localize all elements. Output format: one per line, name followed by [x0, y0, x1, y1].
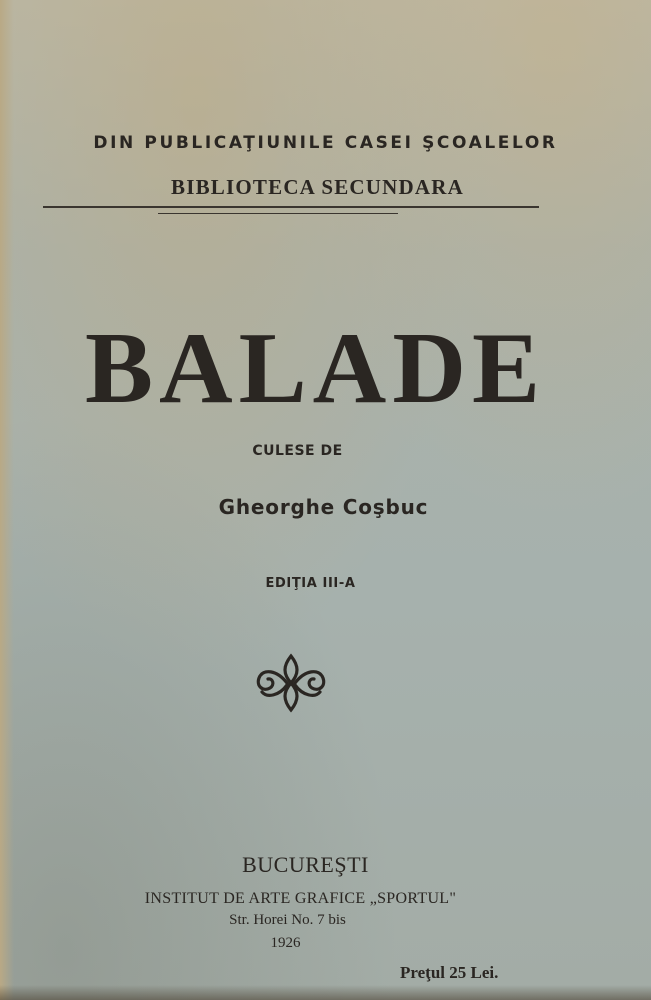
price-label: Preţul 25 Lei.	[400, 963, 499, 982]
header-rule	[43, 206, 539, 208]
worn-bottom-edge	[0, 985, 651, 1000]
publication-city: BUCUREŞTI	[242, 852, 369, 877]
edition-label: EDIŢIA III-A	[265, 576, 356, 591]
book-title: BALADE	[84, 312, 547, 425]
printer-name: INSTITUT DE ARTE GRAFICE „SPORTUL"	[144, 890, 457, 907]
header-subrule	[158, 213, 398, 214]
author-name: Gheorghe Coşbuc	[218, 495, 429, 519]
scroll-ornament-icon	[253, 652, 329, 714]
publication-year: 1926	[270, 935, 301, 951]
series-heading: DIN PUBLICAŢIUNILE CASEI ŞCOALELOR	[93, 133, 558, 153]
printer-address: Str. Horei No. 7 bis	[229, 912, 346, 928]
collection-heading: BIBLIOTECA SECUNDARA	[171, 175, 464, 199]
byline: CULESE DE	[252, 443, 343, 459]
